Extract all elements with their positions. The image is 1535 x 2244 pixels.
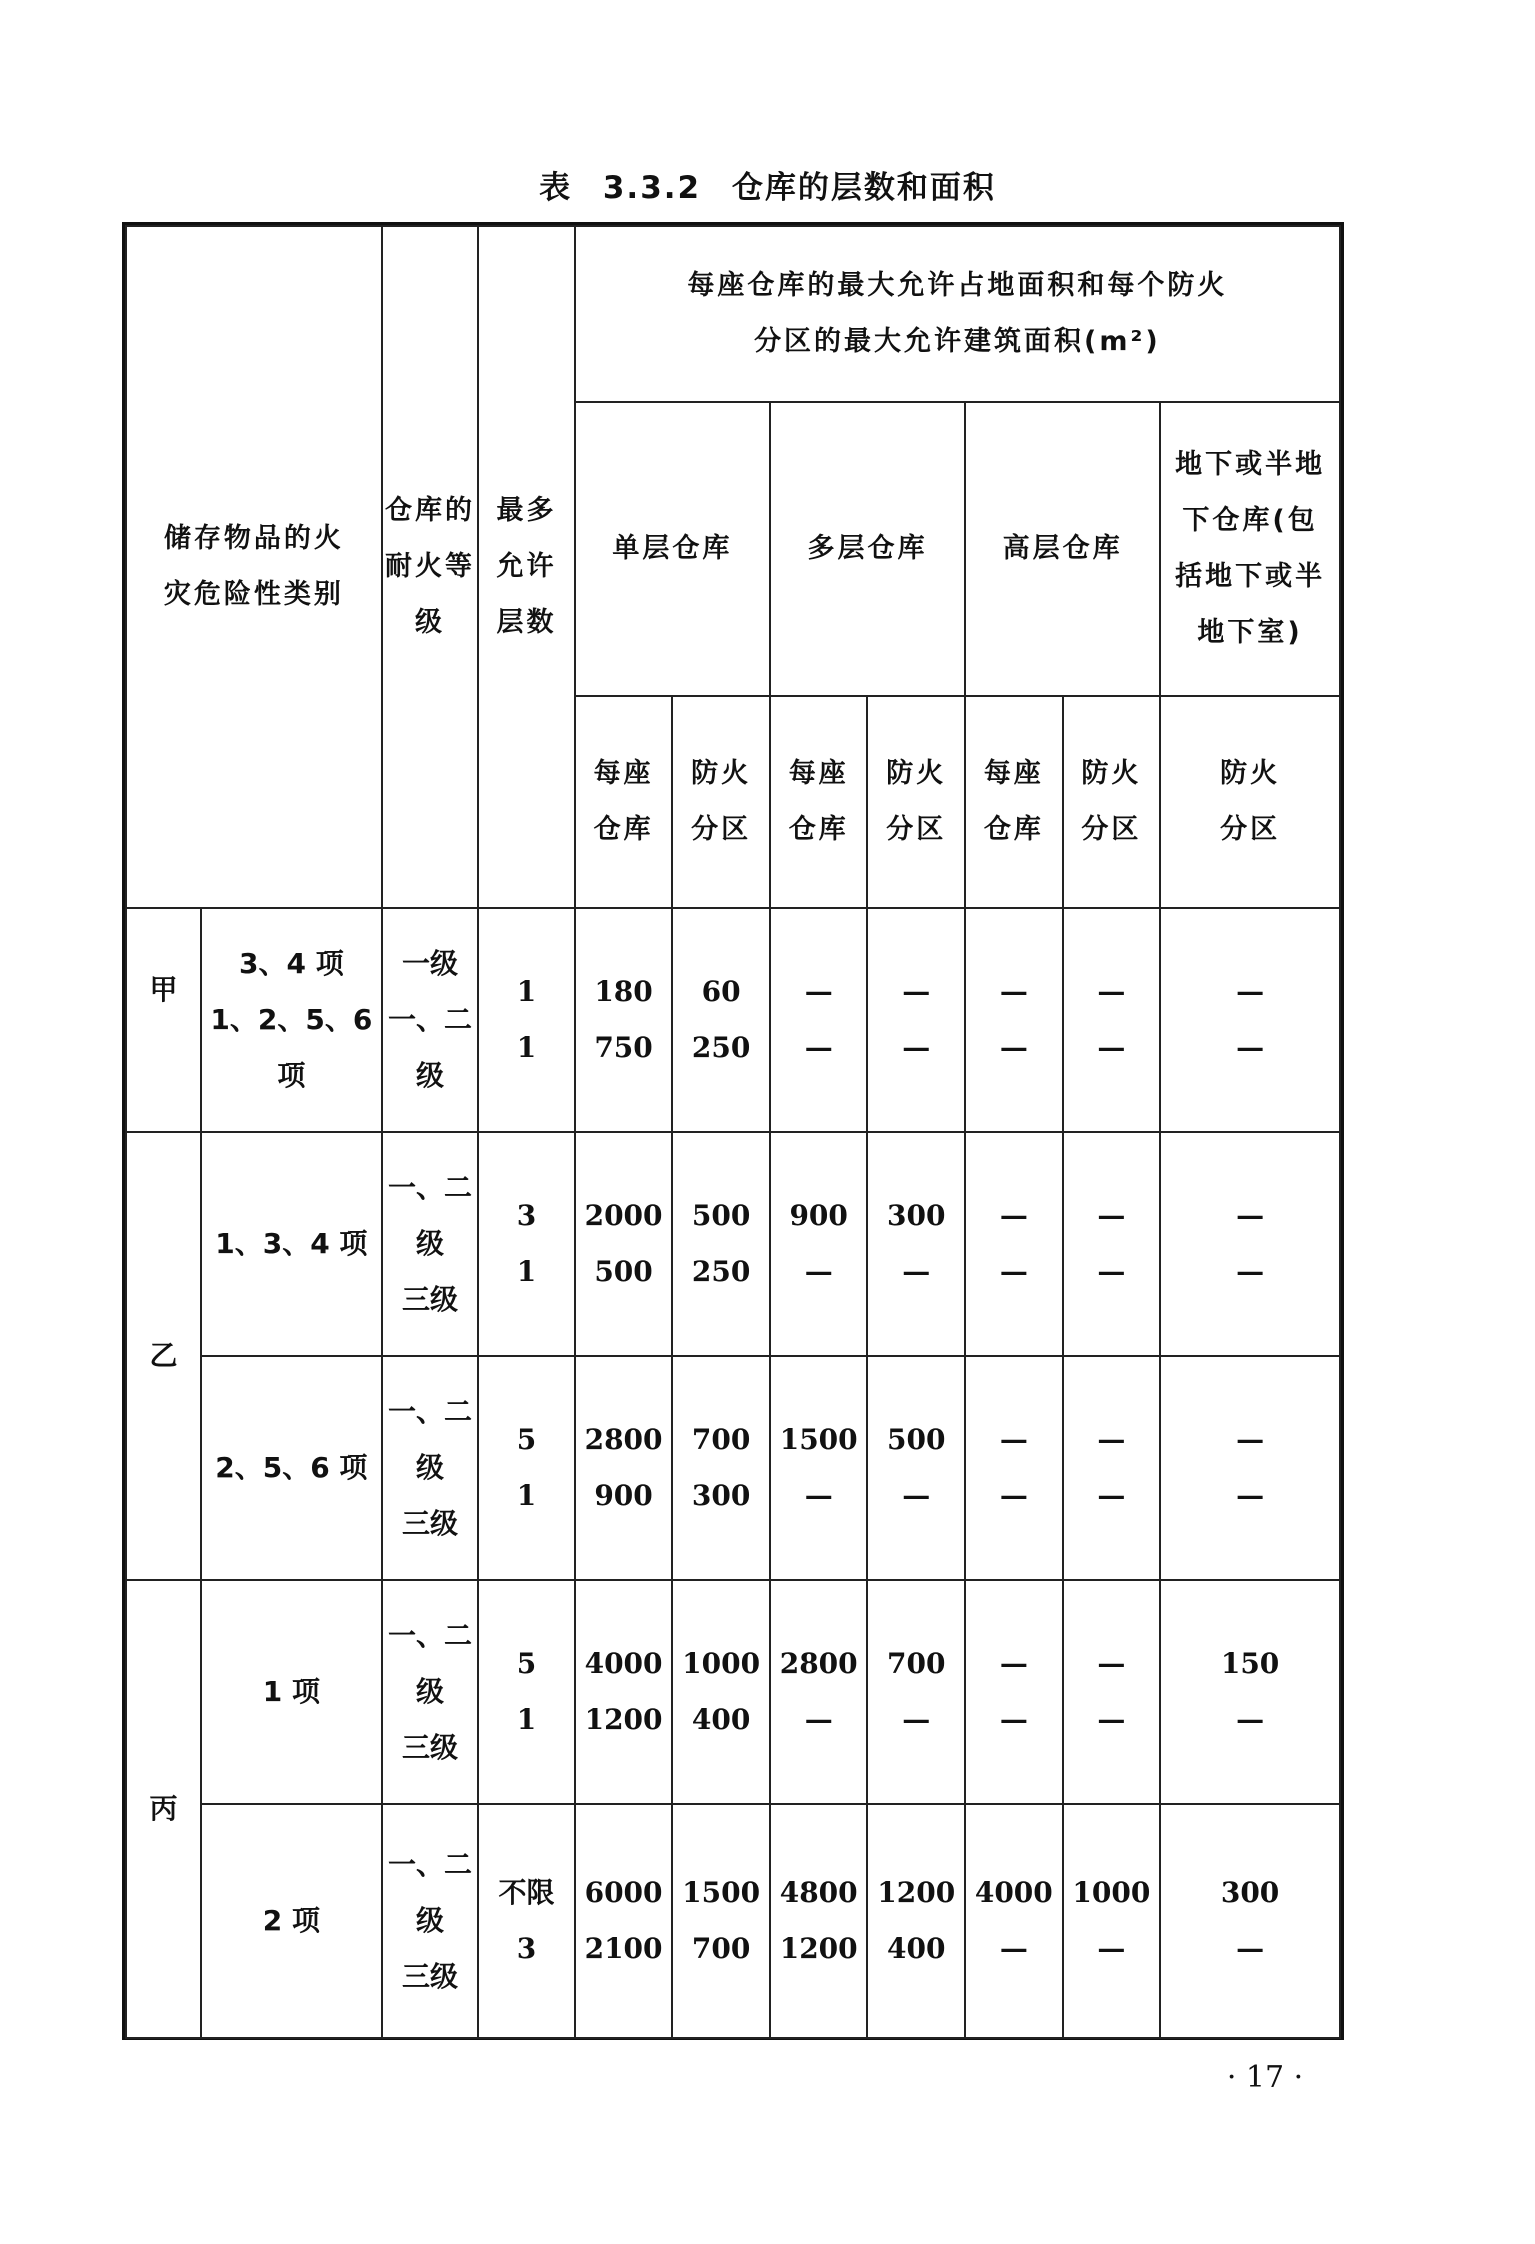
value: — [902,975,931,1008]
value: 1200 [584,1703,663,1736]
value: — [999,1031,1028,1064]
fire-rating [382,1580,479,1804]
value: — [1236,1423,1265,1456]
value: 400 [691,1703,751,1736]
high-per-warehouse [965,1580,1063,1804]
high-per-warehouse [965,1132,1063,1356]
value: 900 [789,1199,848,1232]
header-single-floor: 单层仓库 [575,402,770,696]
header-high-fire-zone-text: 防火分区 [1081,758,1142,845]
underground-fire-zone [1160,1132,1340,1356]
max-floors-line: 5 [516,1423,537,1456]
single-fire-zone [672,1580,770,1804]
single-fire-zone [672,908,770,1132]
value: 700 [691,1423,751,1456]
fire-rating-line: 三级 [401,1507,458,1540]
multi-per-warehouse [770,1356,868,1580]
value: — [1236,1199,1265,1232]
fire-rating-line: 一、二级 [387,1848,472,1937]
value: — [1097,1932,1126,1965]
single-per-warehouse [575,1356,673,1580]
max-floors [478,1356,575,1580]
fire-rating-line: 三级 [401,1960,458,1993]
fire-rating-line: 一、二级 [387,1395,472,1484]
value: — [1097,1199,1126,1232]
multi-per-warehouse [770,908,868,1132]
underground-fire-zone [1160,1356,1340,1580]
value: — [804,1479,833,1512]
high-fire-zone [1063,1132,1161,1356]
table-row [126,1580,1340,1804]
fire-rating-line: 一、二级 [387,1171,472,1260]
max-floors-line: 5 [516,1647,537,1680]
value: 2800 [779,1647,858,1680]
table-title: 表 3.3.2 仓库的层数和面积 [539,170,996,206]
sub-category-line: 2 项 [262,1904,320,1937]
value: 150 [1220,1647,1280,1680]
value: — [804,1703,833,1736]
value: 900 [594,1479,653,1512]
fire-rating [382,1804,479,2038]
header-high-fire-zone [1063,696,1161,908]
group-jia: 甲 [126,908,201,1132]
value: 1000 [1072,1876,1151,1909]
multi-fire-zone [867,1356,965,1580]
value: — [1236,1031,1265,1064]
header-category [126,226,382,908]
single-fire-zone [672,1356,770,1580]
high-per-warehouse [965,1804,1063,2038]
high-per-warehouse [965,1356,1063,1580]
underground-fire-zone [1160,1580,1340,1804]
value: — [902,1703,931,1736]
value: — [999,1479,1028,1512]
value: — [999,1199,1028,1232]
single-fire-zone [672,1804,770,2038]
value: 300 [691,1479,751,1512]
header-high-rise: 高层仓库 [965,402,1160,696]
group-bing: 丙 [126,1580,201,2038]
max-floors [478,1580,575,1804]
single-per-warehouse [575,1132,673,1356]
value: 6000 [584,1876,663,1909]
value: — [804,975,833,1008]
warehouse-floors-area-table [125,225,1341,2039]
header-max-floors-text: 最多允许层数 [496,495,557,638]
sub-category [201,1132,382,1356]
multi-fire-zone [867,1580,965,1804]
table-row [126,908,1340,1132]
multi-per-warehouse [770,1580,868,1804]
value: — [1097,1423,1126,1456]
fire-rating-line: 一级 [401,947,458,980]
high-per-warehouse [965,908,1063,1132]
table-row [126,1132,1340,1356]
page-number: · 17 · [1226,2060,1304,2095]
max-floors-line: 1 [516,1255,537,1288]
header-category-text: 储存物品的火灾危险性类别 [163,523,344,610]
value: — [804,1031,833,1064]
value: — [1097,1031,1126,1064]
header-high-per-warehouse-text: 每座仓库 [983,758,1044,845]
sub-category [201,1804,382,2038]
multi-per-warehouse [770,1132,868,1356]
underground-fire-zone [1160,908,1340,1132]
value: 750 [594,1031,653,1064]
value: 2100 [584,1932,663,1965]
single-per-warehouse [575,1580,673,1804]
value: — [902,1255,931,1288]
header-underground [1160,402,1340,696]
high-fire-zone [1063,1580,1161,1804]
value: 2000 [584,1199,663,1232]
value: 400 [887,1932,946,1965]
value: — [902,1031,931,1064]
header-max-floors [478,226,575,908]
value: — [1097,1647,1126,1680]
max-floors-line: 3 [516,1932,537,1965]
sub-category-line: 1、2、5、6 项 [210,1003,373,1092]
value: 500 [594,1255,653,1288]
header-multi-fire-zone [867,696,965,908]
value: — [999,1703,1028,1736]
sub-category-line: 1 项 [262,1675,320,1708]
header-area-group-text: 每座仓库的最大允许占地面积和每个防火分区的最大允许建筑面积(m²) [687,270,1228,357]
value: — [1236,1255,1265,1288]
header-single-per-warehouse [575,696,673,908]
value: 500 [887,1423,946,1456]
fire-rating [382,1132,479,1356]
header-underground-fire-zone-text: 防火分区 [1220,758,1281,845]
max-floors-line: 1 [516,1703,537,1736]
fire-rating-line: 一、二级 [387,1003,472,1092]
max-floors-line: 不限 [498,1876,555,1909]
table-row [126,1804,1340,2038]
value: 60 [701,975,741,1008]
high-fire-zone [1063,1356,1161,1580]
value: 4800 [779,1876,858,1909]
value: — [999,1932,1028,1965]
value: 500 [691,1199,751,1232]
warehouse-table [122,222,1344,2040]
header-area-group [575,226,1340,402]
fire-rating-line: 三级 [401,1283,458,1316]
multi-fire-zone [867,1804,965,2038]
single-per-warehouse [575,908,673,1132]
value: 1200 [877,1876,956,1909]
multi-fire-zone [867,1132,965,1356]
value: — [999,1423,1028,1456]
fire-rating [382,908,479,1132]
header-multi-per-warehouse [770,696,868,908]
single-per-warehouse [575,1804,673,2038]
value: — [1097,1255,1126,1288]
max-floors-line: 3 [516,1199,537,1232]
single-fire-zone [672,1132,770,1356]
max-floors [478,1132,575,1356]
value: 1500 [779,1423,858,1456]
sub-category [201,1580,382,1804]
group-yi: 乙 [126,1132,201,1580]
header-multi-per-warehouse-text: 每座仓库 [788,758,849,845]
value: — [999,1647,1028,1680]
header-high-per-warehouse [965,696,1063,908]
fire-rating [382,1356,479,1580]
max-floors-line: 1 [516,1479,537,1512]
header-fire-rating [382,226,479,908]
max-floors [478,908,575,1132]
underground-fire-zone [1160,1804,1340,2038]
header-single-fire-zone-text: 防火分区 [691,758,752,845]
header-multi-fire-zone-text: 防火分区 [886,758,947,845]
value: — [1097,1703,1126,1736]
header-multi-floor: 多层仓库 [770,402,965,696]
value: 180 [594,975,653,1008]
value: 4000 [584,1647,663,1680]
high-fire-zone [1063,908,1161,1132]
max-floors [478,1804,575,2038]
max-floors-line: 1 [516,975,537,1008]
value: — [999,975,1028,1008]
multi-per-warehouse [770,1804,868,2038]
sub-category-line: 1、3、4 项 [215,1227,368,1260]
sub-category-line: 3、4 项 [238,947,344,980]
value: 1500 [682,1876,761,1909]
header-single-per-warehouse-text: 每座仓库 [593,758,654,845]
value: — [1236,1703,1265,1736]
value: — [902,1479,931,1512]
fire-rating-line: 三级 [401,1731,458,1764]
value: — [999,1255,1028,1288]
fire-rating-line: 一、二级 [387,1619,472,1708]
header-underground-fire-zone [1160,696,1340,908]
header-single-fire-zone [672,696,770,908]
value: 250 [691,1031,751,1064]
value: — [1236,1479,1265,1512]
value: 250 [691,1255,751,1288]
header-underground-text: 地下或半地下仓库(包括地下或半地下室) [1175,449,1326,648]
value: 700 [887,1647,946,1680]
value: — [804,1255,833,1288]
value: — [1097,1479,1126,1512]
table-row [126,1356,1340,1580]
value: 2800 [584,1423,663,1456]
high-fire-zone [1063,1804,1161,2038]
value: 300 [1220,1876,1280,1909]
max-floors-line: 1 [516,1031,537,1064]
value: — [1097,975,1126,1008]
sub-category-line: 2、5、6 项 [215,1451,368,1484]
multi-fire-zone [867,908,965,1132]
value: 1200 [779,1932,858,1965]
header-fire-rating-text: 仓库的耐火等级 [384,495,475,638]
value: — [1236,975,1265,1008]
value: — [1236,1932,1265,1965]
sub-category [201,908,382,1132]
sub-category [201,1356,382,1580]
value: 300 [887,1199,946,1232]
value: 4000 [974,1876,1053,1909]
value: 700 [691,1932,751,1965]
value: 1000 [682,1647,761,1680]
